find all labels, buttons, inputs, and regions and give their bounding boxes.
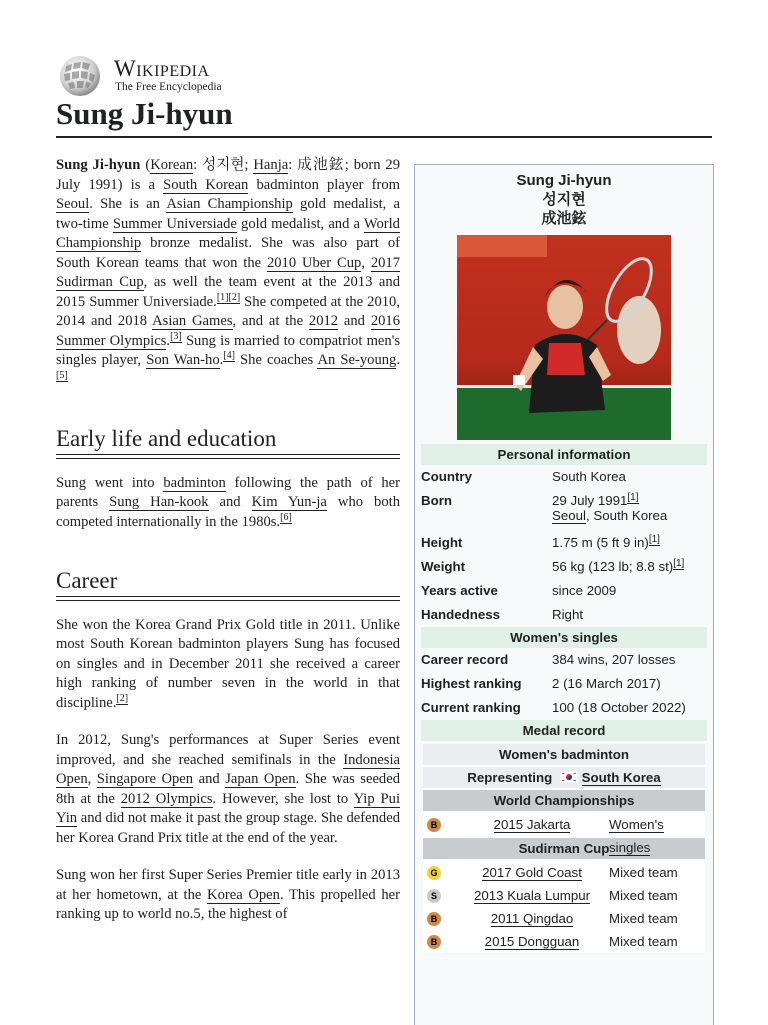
link-2012-olympics[interactable]: 2012 Olympics	[120, 790, 213, 807]
infobox-title	[415, 171, 713, 228]
infobox-name-hanja: 成池鉉	[541, 210, 587, 227]
representing-row	[423, 767, 705, 788]
career-text: . She was seeded 8th at the	[56, 771, 401, 807]
early-life-paragraph	[56, 474, 400, 533]
sudirman-cup-rows	[423, 861, 705, 953]
weight-label: Weight	[421, 559, 466, 574]
highest-ranking-label: Highest ranking	[421, 676, 522, 691]
citation-6[interactable]: [6]	[280, 511, 292, 523]
medal-event-link[interactable]: 2015 Dongguan	[484, 934, 580, 949]
medal-icon: S	[427, 889, 441, 903]
medal-record-header: Medal record	[421, 720, 707, 741]
born-label: Born	[421, 493, 453, 508]
medal-row	[423, 884, 705, 907]
intro-text: badminton player from	[256, 176, 400, 193]
link-singapore-open[interactable]: Singapore Open	[96, 771, 194, 787]
born-value	[552, 493, 667, 523]
medal-category-link[interactable]: Women's singles	[609, 817, 664, 855]
representing-label: Representing	[467, 770, 553, 785]
years-active-value: since 2009	[552, 583, 617, 598]
country-value: South Korea	[552, 469, 626, 484]
early-text: following the path of her parents	[56, 474, 400, 510]
link-hanja[interactable]: Hanja	[253, 157, 289, 173]
highest-ranking-value: 2 (16 March 2017)	[552, 676, 661, 691]
infobox-name-korean: 성지현	[542, 191, 586, 208]
link-south-korean[interactable]: South Korean	[163, 176, 249, 193]
link-asian-games[interactable]: Asian Games	[152, 313, 233, 329]
link-korea-open[interactable]: Korea Open	[207, 886, 280, 903]
career-paragraph-1	[56, 616, 400, 714]
infobox-row-born	[421, 489, 707, 531]
medal-row	[423, 861, 705, 884]
career-text: . However, she lost to	[212, 790, 349, 807]
hanja-name: 成池鉉	[297, 157, 345, 173]
early-text: and	[219, 494, 241, 510]
medal-category: Mixed team	[609, 865, 678, 880]
infobox-row-height	[421, 531, 707, 555]
link-2017-sudirman-cup[interactable]: 2017 Sudirman Cup	[56, 254, 400, 290]
link-summer-universiade[interactable]: Summer Universiade	[112, 215, 237, 232]
handedness-label: Handedness	[421, 607, 501, 622]
infobox-row-country	[421, 465, 707, 489]
personal-info-header: Personal information	[421, 444, 707, 465]
link-son-wan-ho[interactable]: Son Wan-ho	[146, 352, 220, 368]
infobox-name-latin: Sung Ji-hyun	[516, 172, 612, 189]
article-body	[56, 156, 400, 939]
medal-row	[423, 907, 705, 930]
medal-event-link[interactable]: 2015 Jakarta	[493, 817, 571, 832]
intro-text: bronze medalist. She was also part of South Korean teams that won the	[56, 235, 400, 271]
sudirman-cup-header: Sudirman Cup	[423, 838, 705, 859]
weight-value	[552, 559, 684, 574]
citation-2[interactable]: [2]	[116, 692, 129, 704]
intro-text: . She is an	[89, 196, 160, 212]
citation-1[interactable]: [1]	[627, 491, 639, 503]
height-value	[552, 535, 660, 550]
infobox-row-current-ranking	[421, 696, 707, 720]
career-paragraph-2: In 2012, Sung's performances at Super Series event improved, and she reached semifinals in the Indonesia Open, Singapore Open and Japan Open. She was seeded 8th at the 2012 Olympics. However, she lost to Yip Pui Yin and did not make it past the group stage. She defended her Korea Grand Prix title at the end of the year.	[56, 732, 401, 846]
intro-text: , and at the	[232, 313, 304, 329]
weight-text: 56 kg (123 lb; 8.8 st)	[552, 559, 674, 574]
intro-text: She competed at the 2010, 2014 and 2018	[56, 293, 400, 329]
career-paragraph-3	[56, 866, 400, 925]
wikipedia-logo[interactable]	[56, 54, 276, 98]
career-record-label: Career record	[421, 652, 509, 667]
infobox	[414, 164, 714, 1025]
link-2012-olympics[interactable]: 2012	[308, 313, 339, 329]
years-active-label: Years active	[421, 583, 498, 598]
citation-3[interactable]: [3]	[170, 330, 182, 342]
intro-text: , as well the team event at the 2013 and 2015 Summer Universiade.	[56, 274, 400, 310]
intro-text: born 29 July 1991) is a	[56, 157, 401, 193]
born-place-rest: , South Korea	[586, 508, 668, 523]
infobox-row-highest-ranking	[421, 672, 707, 696]
intro-text: gold medalist, a two-time	[56, 196, 400, 232]
link-south-korea-team[interactable]: South Korea	[581, 770, 661, 785]
career-record-value: 384 wins, 207 losses	[552, 652, 676, 667]
born-date: 29 July 1991	[552, 493, 628, 508]
link-an-se-young[interactable]: An Se-young	[317, 352, 397, 368]
early-text: who both competed internationally in the 1980s.	[56, 494, 400, 530]
citation-1[interactable]: [1]	[648, 533, 660, 545]
citation-4[interactable]: [4]	[223, 350, 235, 362]
intro-text: Sung is married to compatriot men's singles player,	[56, 332, 401, 368]
link-badminton[interactable]: badminton	[163, 474, 226, 491]
medal-icon: G	[427, 866, 441, 880]
career-text: Sung won her first Super Series Premier title early in 2013 at her hometown, at the	[56, 867, 400, 903]
player-photo[interactable]	[457, 235, 671, 440]
intro-text: She coaches	[240, 352, 314, 368]
career-text: . This propelled her ranking up to world no.5, the highest of	[56, 886, 400, 922]
medal-sport-header: Women's badminton	[423, 744, 705, 765]
early-text: Sung went into	[56, 474, 155, 491]
medal-record-table	[423, 744, 705, 953]
citation-5[interactable]: [5]	[56, 369, 68, 381]
link-indonesia-open[interactable]: Indonesia Open	[56, 751, 400, 787]
medal-icon: B	[427, 935, 441, 949]
infobox-row-weight	[421, 555, 707, 579]
career-text: In 2012, Sung's performances at Super Series event improved, and she reached semifinals in the	[56, 732, 400, 768]
medal-event-link[interactable]: 2013 Kuala Lumpur	[473, 888, 591, 903]
medal-event-link[interactable]: 2017 Gold Coast	[482, 865, 582, 880]
wikipedia-globe-icon	[56, 54, 104, 98]
current-ranking-label: Current ranking	[421, 700, 521, 715]
intro-text: and	[343, 313, 365, 329]
south-korea-flag-icon	[560, 771, 578, 783]
medal-category: Mixed team	[609, 911, 678, 926]
medal-row	[423, 930, 705, 953]
korean-name: 성지현	[202, 157, 245, 173]
wikipedia-wordmark: Wikipedia	[114, 56, 210, 81]
medal-category: Mixed team	[609, 934, 678, 949]
citation-2[interactable]: [2]	[228, 291, 241, 303]
country-label: Country	[421, 469, 472, 484]
link-world-championship[interactable]: World Championship	[56, 215, 400, 251]
medal-category[interactable]	[609, 813, 705, 859]
height-label: Height	[421, 535, 463, 550]
current-ranking-value: 100 (18 October 2022)	[552, 700, 686, 715]
link-seoul[interactable]: Seoul	[56, 196, 90, 212]
link-kim-yun-ja[interactable]: Kim Yun-ja	[251, 494, 327, 510]
heading-career: Career	[56, 568, 118, 593]
height-text: 1.75 m (5 ft 9 in)	[552, 535, 649, 550]
section-divider	[56, 454, 400, 459]
handedness-value: Right	[552, 607, 584, 622]
link-japan-open[interactable]: Japan Open	[225, 771, 296, 787]
heading-early-life: Early life and education	[56, 426, 277, 451]
link-korean[interactable]: Korean	[150, 157, 194, 173]
career-text: and	[198, 771, 220, 787]
title-divider	[56, 136, 712, 138]
medal-category: Mixed team	[609, 888, 678, 903]
career-text: and did not make it past the group stage. She defended her Korea Grand Prix title at the end of the year.	[56, 810, 400, 846]
world-championships-header: World Championships	[423, 790, 705, 811]
link-2016-summer-olympics[interactable]: 2016 Summer Olympics	[56, 313, 400, 349]
infobox-row-handedness	[421, 603, 707, 627]
page-title: Sung Ji-hyun	[56, 96, 233, 131]
citation-1[interactable]: [1]	[216, 291, 229, 303]
subject-name: Sung Ji-hyun	[56, 157, 141, 173]
infobox-row-career-record	[421, 648, 707, 672]
medal-icon: B	[427, 912, 441, 926]
womens-singles-header: Women's singles	[421, 627, 707, 648]
section-divider	[56, 596, 400, 601]
infobox-row-years-active	[421, 579, 707, 603]
citation-1[interactable]: [1]	[673, 557, 685, 569]
link-seoul[interactable]: Seoul	[552, 508, 587, 523]
medal-icon: B	[427, 818, 441, 832]
wikipedia-tagline: The Free Encyclopedia	[115, 81, 222, 93]
link-yip-pui-yin[interactable]: Yip Pui Yin	[56, 790, 401, 826]
career-text: She won the Korea Grand Prix Gold title in 2011. Unlike most South Korean badminton players Sung has focused on singles and in December 2011 she received a career high ranking of number seven in the world in that discipline.	[56, 616, 400, 711]
medal-event-link[interactable]: 2011 Qingdao	[490, 911, 574, 926]
link-asian-championship[interactable]: Asian Championship	[166, 196, 293, 212]
intro-text: gold medalist, and a	[241, 215, 360, 232]
link-sung-han-kook[interactable]: Sung Han-kook	[109, 494, 209, 510]
link-2010-uber-cup[interactable]: 2010 Uber Cup	[266, 254, 362, 271]
intro-paragraph: Sung Ji-hyun (Korean: 성지현; Hanja: 成池鉉; born 29 July 1991) is a South Korean badminton player from Seoul. She is an Asian Championship gold medalist, a two-time Summer Universiade gold medalist, and a World Championship bronze medalist. She was also part of South Korean teams that won the 2010 Uber Cup, 2017 Sudirman Cup, as well the team event at the 2013 and 2015 Summer Universiade.[1][2] She competed at the 2010, 2014 and 2018 Asian Games, and at the 2012 and 2016 Summer Olympics.[3] Sung is married to compatriot men's singles player, Son Wan-ho.[4] She coaches An Se-young.[5]	[56, 157, 401, 381]
